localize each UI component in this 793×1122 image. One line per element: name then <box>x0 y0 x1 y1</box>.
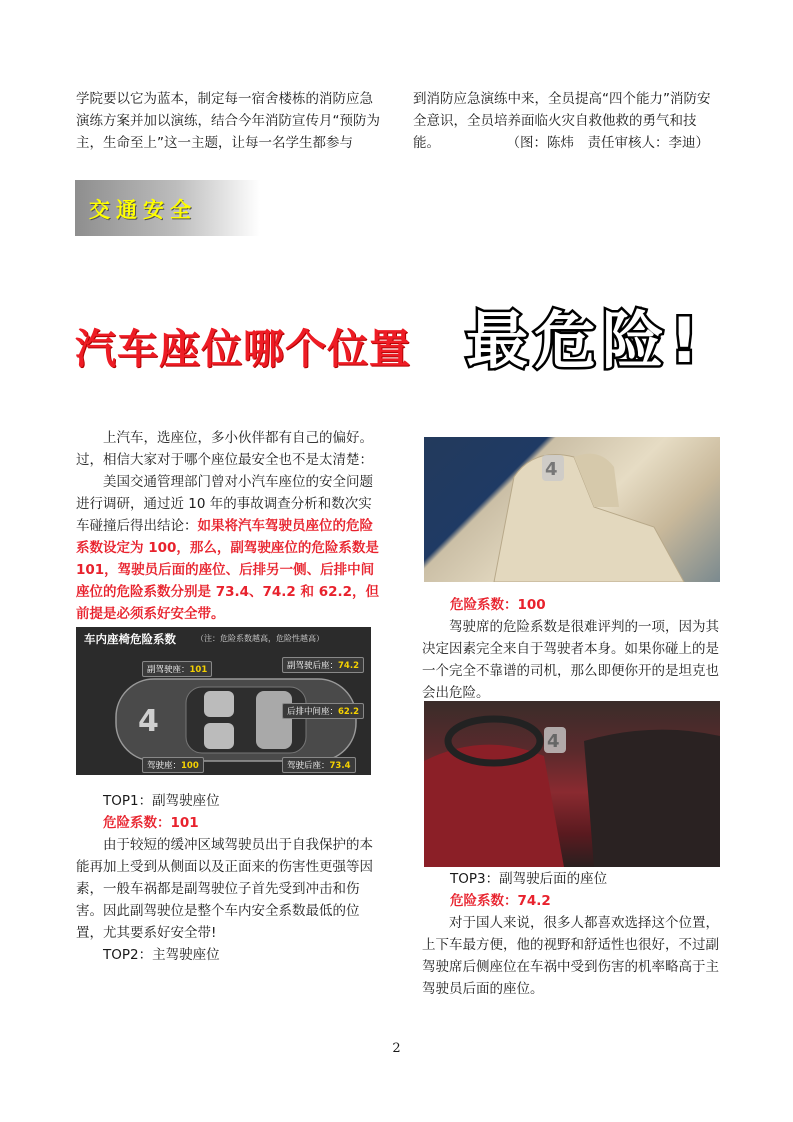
article-headline: 汽车座位哪个位置 <box>75 325 411 373</box>
label-rear-behind-copilot: 副驾驶后座：74.2 <box>282 657 364 673</box>
driver-seat-photo <box>424 437 720 582</box>
article-left-column <box>76 427 384 625</box>
svg-text:4: 4 <box>138 704 159 739</box>
label-copilot: 副驾驶座：101 <box>142 661 212 677</box>
article-right-column <box>422 594 722 704</box>
diagram-note: （注：危险系数越高，危险性越高） <box>196 634 324 643</box>
svg-text:4: 4 <box>547 731 560 752</box>
top1-text: 由于较短的缓冲区域驾驶员出于自我保护的本能再加上受到从侧面以及正面来的伤害性更强等因素，一般车祸都是副驾驶位子首先受到冲击和伤害。因此副驾驶位是整个车内安全系数最低的位置，尤其要系好安全带! <box>76 837 373 941</box>
photo-credit: （图：陈炜 责任审核人：李迪） <box>506 135 709 151</box>
top3-text: 对于国人来说，很多人都喜欢选择这个位置，上下车最方便，他的视野和舒适性也很好，不过副驾驶席后侧座位在车祸中受到伤害的机率略高于主驾驶员后面的座位。 <box>422 915 719 997</box>
top2-text: 驾驶席的危险系数是很难评判的一项，因为其决定因素完全来自于驾驶者本身。如果你碰上的是一个完全不靠谱的司机，那么即便你开的是坦克也会出危险。 <box>422 619 719 701</box>
intro-left-text: 学院要以它为蓝本，制定每一宿舍楼栋的消防应急演练方案并加以演练，结合今年消防宣传月“预防为主，生命至上”这一主题，让每一名学生都参与 <box>76 91 380 151</box>
driver-seat-illustration <box>424 437 720 582</box>
intro-right-text: 到消防应急演练中来，全员提高“四个能力”消防安全意识，全员培养面临火灾自救他救的勇气和技能。 <box>413 91 711 151</box>
article-paragraph-2 <box>76 471 384 625</box>
label-rear-middle: 后排中间座：62.2 <box>282 703 364 719</box>
page-number: 2 <box>392 1041 401 1056</box>
section-tag <box>75 180 260 236</box>
section-tag-label: 交通安全 <box>89 198 197 222</box>
top1-title: TOP1：副驾驶座位 <box>103 793 220 809</box>
svg-text:4: 4 <box>545 459 558 480</box>
seat-risk-diagram <box>76 627 371 775</box>
rear-seat-photo <box>424 701 720 867</box>
top1-risk: 危险系数：101 <box>103 815 199 831</box>
car-topview-illustration <box>76 627 371 775</box>
top3-section <box>422 868 722 1000</box>
label-driver: 驾驶座：100 <box>142 757 204 773</box>
headline-art-text: 最危险! <box>466 304 705 377</box>
top2-risk: 危险系数：100 <box>450 597 546 613</box>
top3-risk: 危险系数：74.2 <box>450 893 551 909</box>
top1-section <box>76 790 384 966</box>
label-rear-behind-driver: 驾驶后座：73.4 <box>282 757 356 773</box>
article-paragraph-1: 上汽车，选座位，多小伙伴都有自己的偏好。过，相信大家对于哪个座位最安全也不是太清楚： <box>76 430 373 468</box>
headline-art-logo <box>460 292 730 382</box>
top2-title: TOP2：主驾驶座位 <box>103 947 220 963</box>
article-paragraph-2-highlight: 如果将汽车驾驶员座位的危险系数设定为 100，那么，副驾驶座位的危险系数是 101，驾驶员后面的座位、后排另一侧、后排中间座位的危险系数分别是 73.4、74.2 和 62.2，但前提是必须系好安全带。 <box>76 518 380 622</box>
rear-seat-illustration <box>424 701 720 867</box>
top3-title: TOP3：副驾驶后面的座位 <box>450 871 608 887</box>
diagram-title: 车内座椅危险系数 <box>84 632 176 646</box>
article-paragraph-2-plain: 美国交通管理部门曾对小汽车座位的安全问题进行调研，通过近 10 年的事故调查分析和数次实车碰撞后得出结论： <box>76 474 373 534</box>
